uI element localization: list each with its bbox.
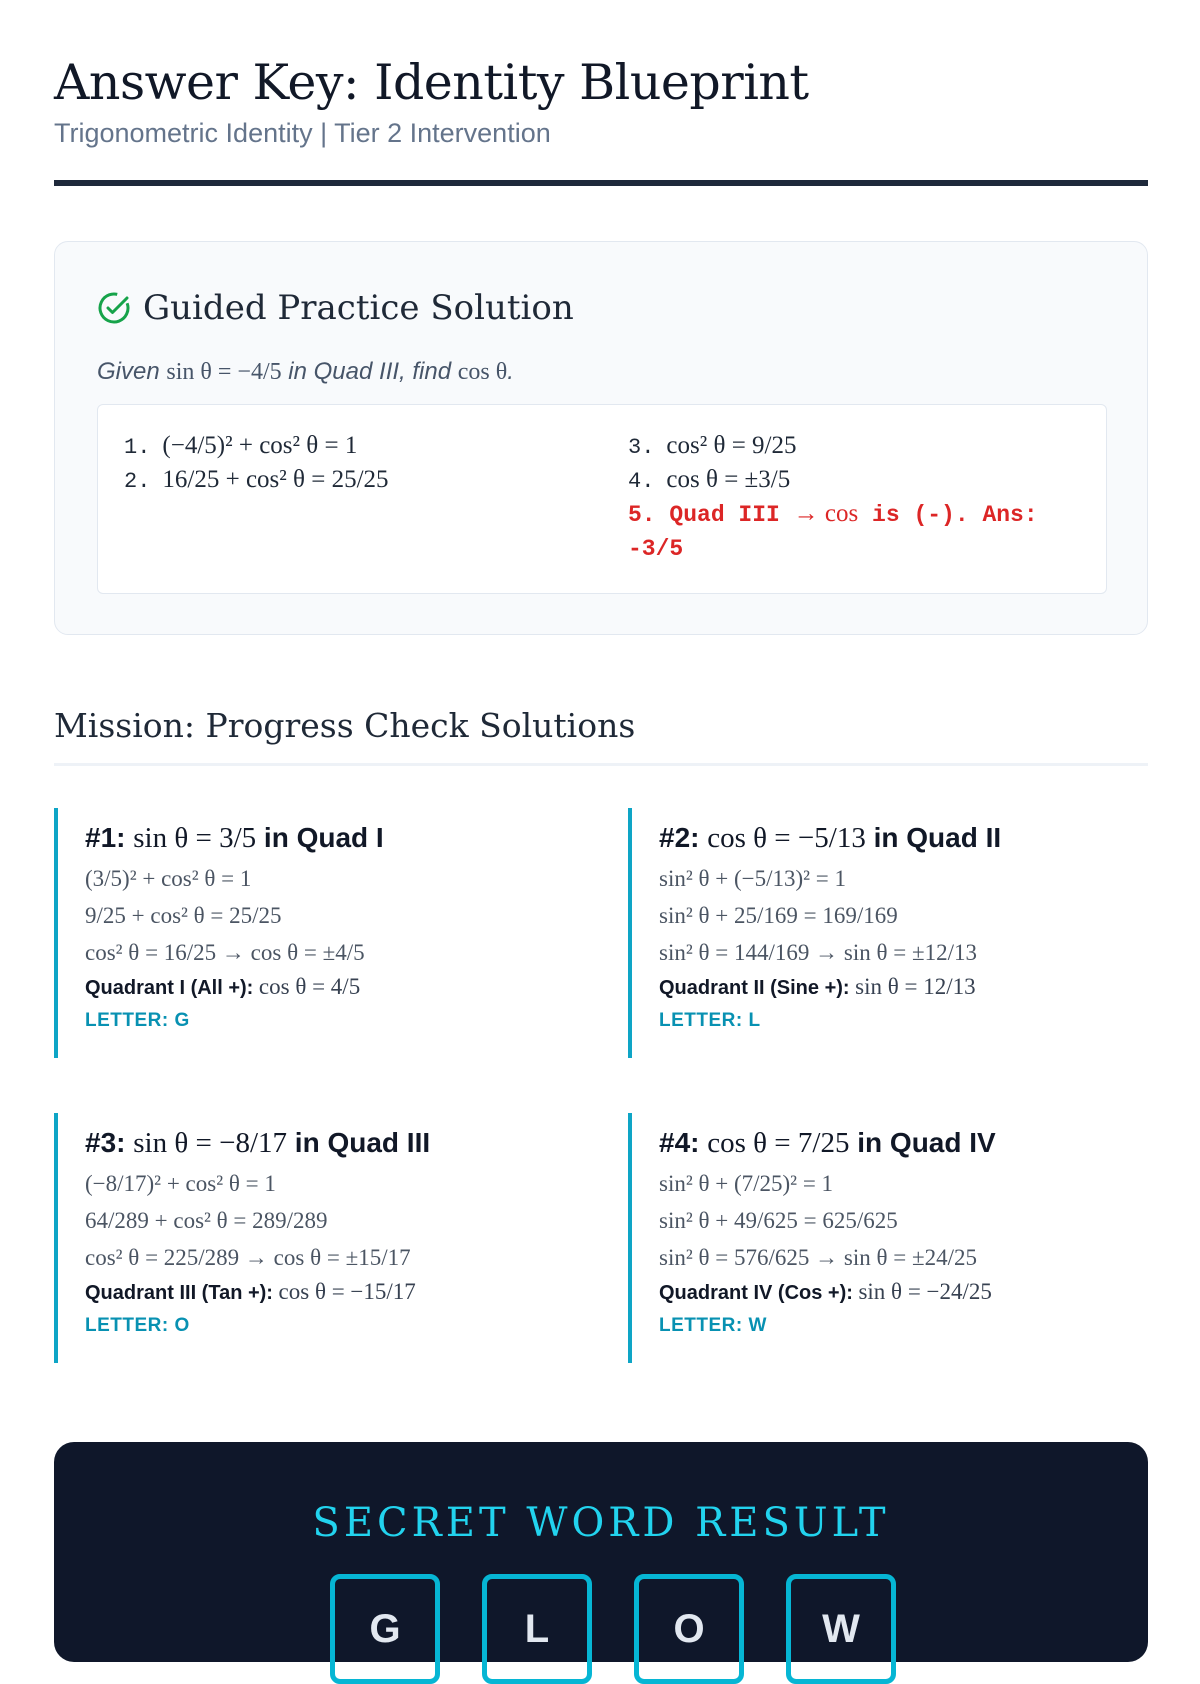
letter-result: LETTER: L bbox=[659, 1010, 761, 1031]
secret-letter-box: G bbox=[330, 1574, 440, 1684]
letter-result: LETTER: W bbox=[659, 1315, 767, 1336]
quadrant-answer bbox=[85, 1279, 574, 1305]
problem-quadrant: in Quad II bbox=[865, 822, 1002, 853]
answer-expression: cos θ = 4/5 bbox=[258, 974, 361, 999]
step-number: 5. bbox=[628, 502, 656, 528]
step-number: 2. bbox=[124, 469, 151, 494]
step-expression: cos θ = ±3/5 bbox=[666, 466, 791, 493]
work-line: sin² θ = 576/625 → sin θ = ±24/25 bbox=[659, 1245, 977, 1270]
page-title: Answer Key: Identity Blueprint bbox=[54, 54, 809, 111]
problem-card-4 bbox=[628, 1113, 1148, 1363]
final-answer-step bbox=[628, 497, 1058, 566]
work-line: (3/5)² + cos² θ = 1 bbox=[85, 866, 252, 891]
final-answer-post: is (-). Ans: -3/5 bbox=[628, 502, 1038, 562]
prompt-text: Given bbox=[97, 358, 167, 385]
problem-title bbox=[85, 822, 574, 855]
work-line: 9/25 + cos² θ = 25/25 bbox=[85, 903, 282, 928]
quadrant-answer bbox=[85, 974, 574, 1000]
step-expression: (−4/5)² + cos² θ = 1 bbox=[162, 432, 358, 459]
work-line: sin² θ = 144/169 → sin θ = ±12/13 bbox=[659, 940, 977, 965]
solution-step bbox=[628, 465, 790, 494]
work-line: (−8/17)² + cos² θ = 1 bbox=[85, 1171, 276, 1196]
quadrant-rule: Quadrant I (All +): bbox=[85, 977, 259, 999]
answer-expression: cos θ = −15/17 bbox=[278, 1279, 416, 1304]
solution-step bbox=[628, 431, 797, 460]
problem-card-2 bbox=[628, 808, 1148, 1058]
step-expression: 16/25 + cos² θ = 25/25 bbox=[162, 466, 389, 493]
mission-divider bbox=[54, 763, 1148, 766]
mission-title: Mission: Progress Check Solutions bbox=[54, 706, 636, 745]
answer-expression: sin θ = −24/25 bbox=[858, 1279, 992, 1304]
secret-letter-box: W bbox=[786, 1574, 896, 1684]
final-answer-pre: Quad III bbox=[669, 502, 794, 528]
secret-word-title: SECRET WORD RESULT bbox=[312, 1500, 890, 1546]
header-divider bbox=[54, 180, 1148, 186]
letter-result: LETTER: O bbox=[85, 1315, 190, 1336]
work-line: sin² θ + 25/169 = 169/169 bbox=[659, 903, 898, 928]
check-circle-icon bbox=[97, 291, 131, 325]
solution-steps-box bbox=[97, 404, 1107, 594]
work-line: sin² θ + (7/25)² = 1 bbox=[659, 1171, 834, 1196]
step-number: 1. bbox=[124, 435, 151, 460]
work-line: cos² θ = 225/289 → cos θ = ±15/17 bbox=[85, 1245, 411, 1270]
problem-title bbox=[85, 1127, 574, 1160]
letter-result: LETTER: G bbox=[85, 1010, 190, 1031]
problem-quadrant: in Quad IV bbox=[849, 1127, 996, 1158]
problem-label: #3: bbox=[85, 1127, 134, 1158]
final-answer-arrow: → cos bbox=[793, 500, 859, 527]
work-line: 64/289 + cos² θ = 289/289 bbox=[85, 1208, 328, 1233]
problem-card-1 bbox=[54, 808, 574, 1058]
work-line: sin² θ + 49/625 = 625/625 bbox=[659, 1208, 898, 1233]
work-line: cos² θ = 16/25 → cos θ = ±4/5 bbox=[85, 940, 365, 965]
problem-quadrant: in Quad III bbox=[287, 1127, 431, 1158]
problem-expression: cos θ = −5/13 bbox=[707, 822, 866, 854]
guided-practice-card bbox=[54, 241, 1148, 635]
secret-letter-box: L bbox=[482, 1574, 592, 1684]
secret-letter-boxes bbox=[330, 1574, 896, 1684]
quadrant-answer bbox=[659, 974, 1148, 1000]
problem-title bbox=[659, 1127, 1148, 1160]
problem-expression: sin θ = −8/17 bbox=[133, 1127, 288, 1159]
step-expression: cos² θ = 9/25 bbox=[666, 432, 797, 459]
prompt-text-mid: in Quad III, find bbox=[281, 358, 458, 385]
quadrant-rule: Quadrant III (Tan +): bbox=[85, 1282, 279, 1304]
problem-title bbox=[659, 822, 1148, 855]
page-subtitle: Trigonometric Identity | Tier 2 Intervention bbox=[54, 118, 551, 148]
prompt-target: cos θ bbox=[457, 359, 508, 385]
guided-practice-header bbox=[97, 288, 574, 328]
problem-expression: sin θ = 3/5 bbox=[133, 822, 257, 854]
problem-label: #1: bbox=[85, 822, 134, 853]
quadrant-rule: Quadrant IV (Cos +): bbox=[659, 1282, 859, 1304]
solution-step bbox=[124, 465, 389, 494]
quadrant-rule: Quadrant II (Sine +): bbox=[659, 977, 856, 999]
prompt-end: . bbox=[507, 358, 514, 385]
guided-practice-title: Guided Practice Solution bbox=[143, 288, 574, 328]
quadrant-answer bbox=[659, 1279, 1148, 1305]
secret-word-banner bbox=[54, 1442, 1148, 1662]
prompt-expression: sin θ = −4/5 bbox=[166, 359, 282, 385]
solution-step bbox=[124, 431, 357, 460]
problem-quadrant: in Quad I bbox=[256, 822, 384, 853]
secret-letter-box: O bbox=[634, 1574, 744, 1684]
problem-expression: cos θ = 7/25 bbox=[707, 1127, 850, 1159]
answer-expression: sin θ = 12/13 bbox=[855, 974, 976, 999]
problem-label: #4: bbox=[659, 1127, 708, 1158]
guided-prompt bbox=[97, 358, 514, 386]
problem-card-3 bbox=[54, 1113, 574, 1363]
work-line: sin² θ + (−5/13)² = 1 bbox=[659, 866, 847, 891]
step-number: 4. bbox=[628, 469, 655, 494]
problem-label: #2: bbox=[659, 822, 708, 853]
step-number: 3. bbox=[628, 435, 655, 460]
